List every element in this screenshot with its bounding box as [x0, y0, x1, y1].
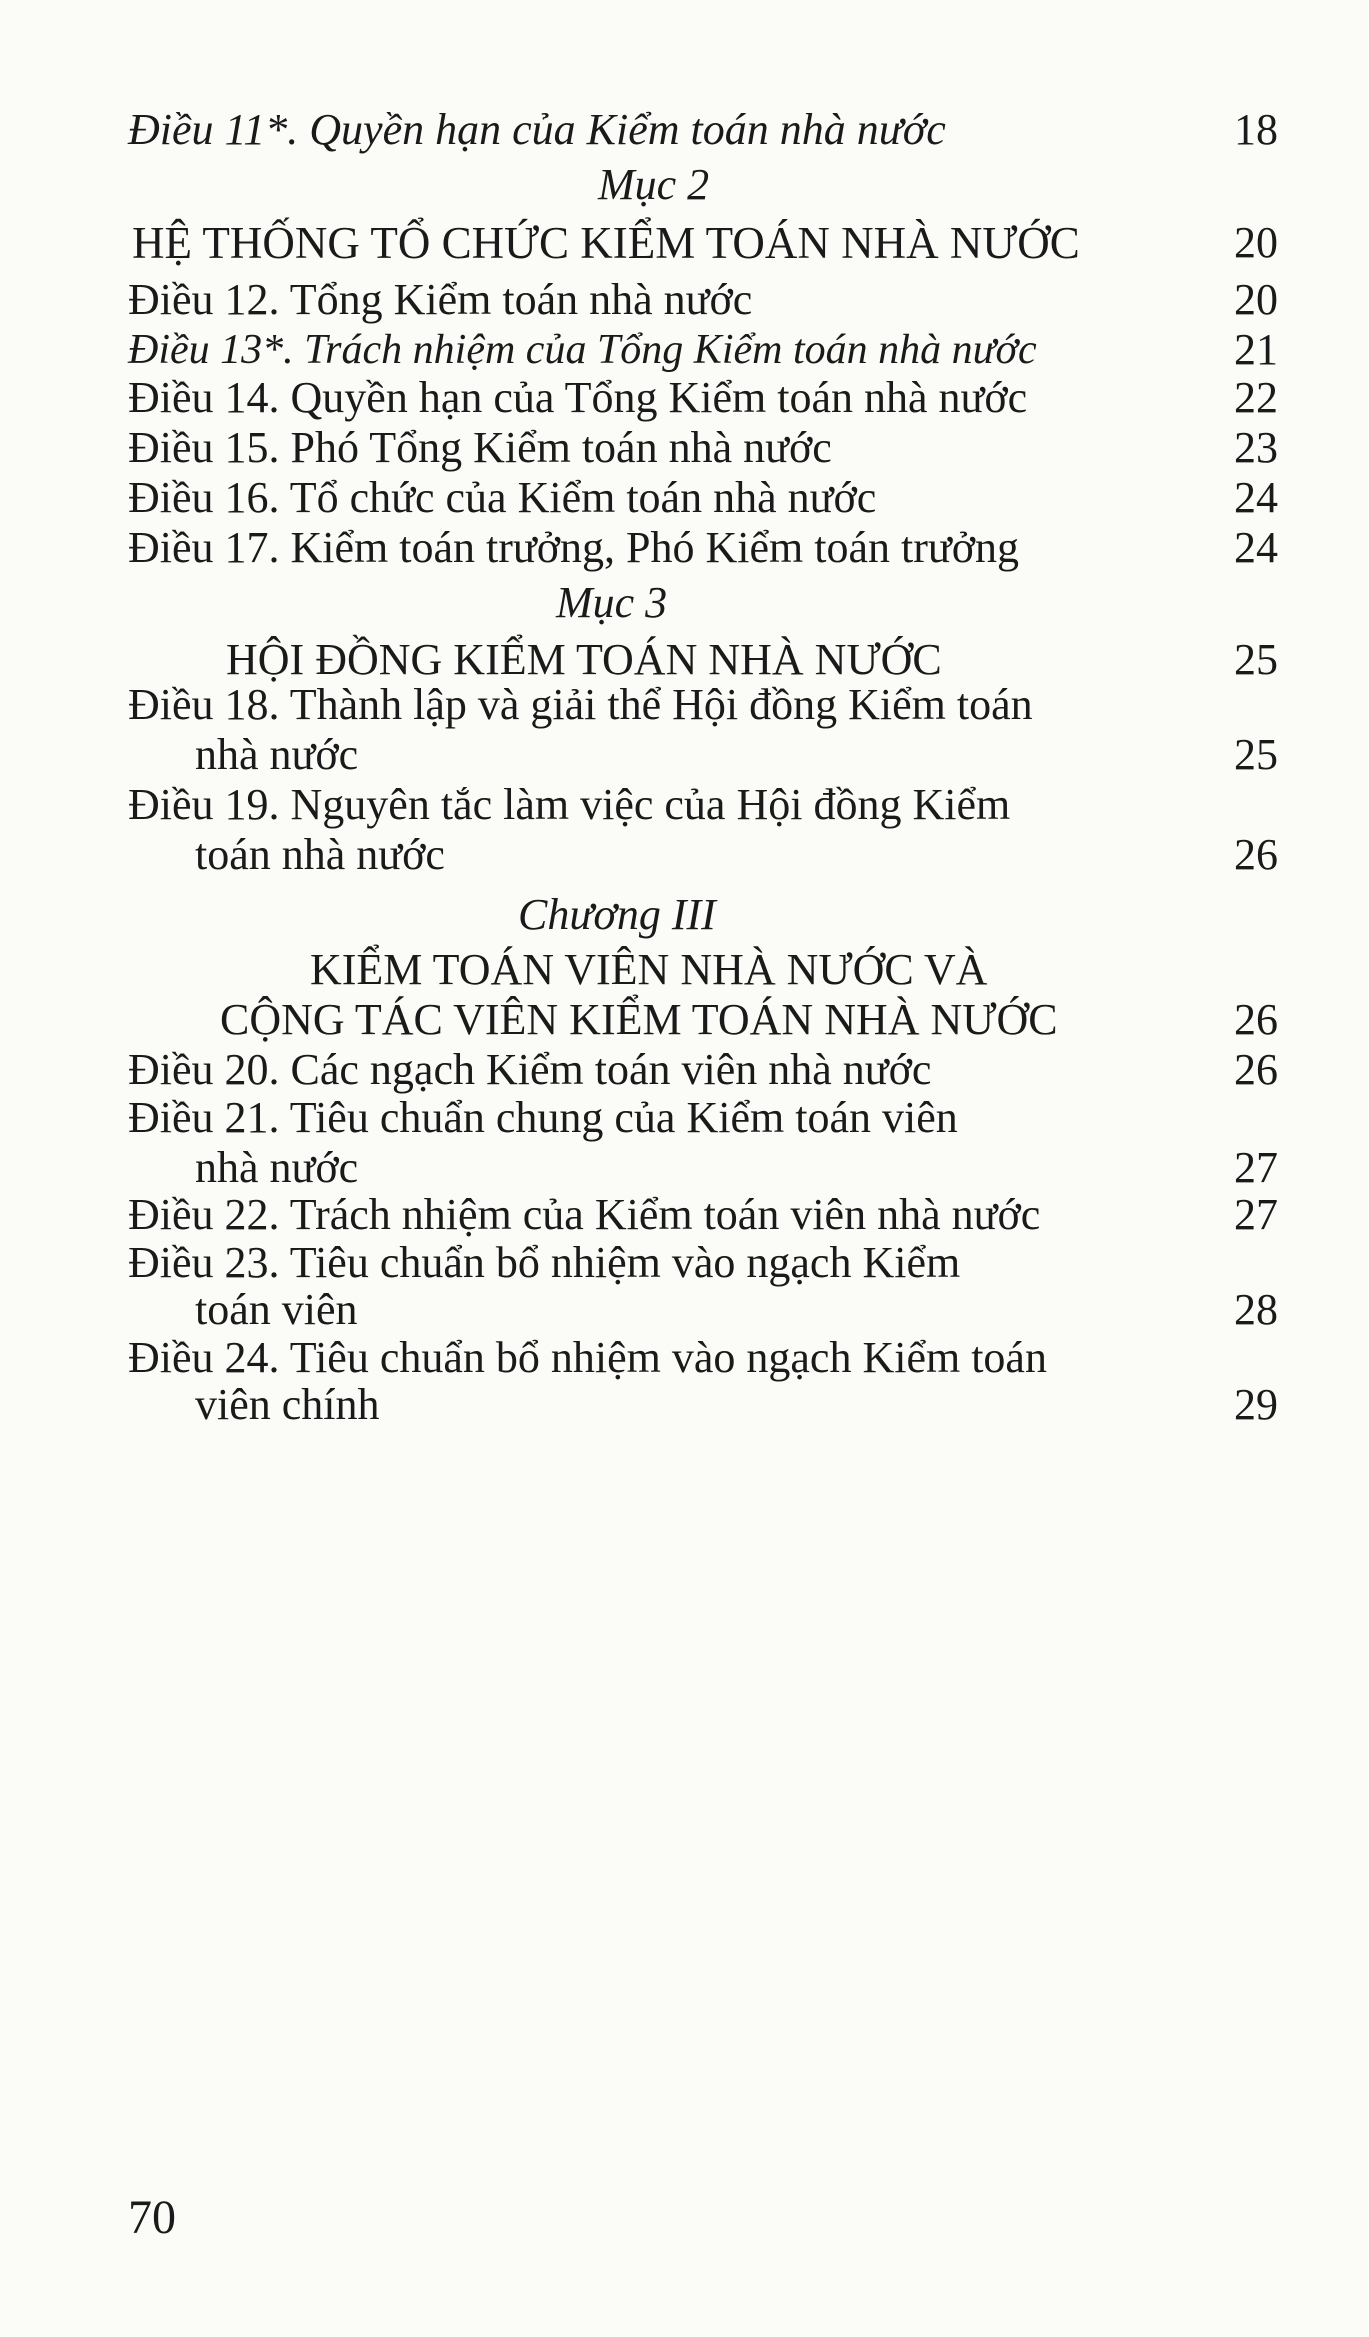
entry-title: Điều 20. Các ngạch Kiểm toán viên nhà nước: [128, 1045, 932, 1094]
entry-title: Điều 17. Kiểm toán trưởng, Phó Kiểm toán trưởng: [128, 523, 1019, 572]
entry-title-cont: nhà nước: [195, 1143, 359, 1192]
entry-page: 23: [1234, 423, 1278, 472]
chapter-title: CỘNG TÁC VIÊN KIỂM TOÁN NHÀ NƯỚC: [220, 995, 1058, 1044]
section-page: 25: [1234, 635, 1278, 684]
entry-page: 24: [1234, 523, 1278, 572]
entry-page: 26: [1234, 1045, 1278, 1094]
section-title: HỆ THỐNG TỔ CHỨC KIỂM TOÁN NHÀ NƯỚC: [132, 218, 1080, 268]
entry-page: 18: [1234, 105, 1278, 154]
entry-title: Điều 24. Tiêu chuẩn bổ nhiệm vào ngạch Kiểm toán: [128, 1333, 1047, 1382]
entry-title-cont: viên chính: [195, 1380, 380, 1429]
page-number: 70: [128, 2191, 176, 2244]
chapter-label-text: Chương III: [518, 890, 716, 939]
entry-title: Điều 11*. Quyền hạn của Kiểm toán nhà nước: [128, 105, 946, 154]
entry-page: 26: [1234, 830, 1278, 879]
entry-title: Điều 15. Phó Tổng Kiểm toán nhà nước: [128, 423, 832, 472]
toc-entry-dieu-24-cont: [195, 1370, 1278, 1440]
entry-page: 29: [1234, 1380, 1278, 1429]
entry-title: Điều 12. Tổng Kiểm toán nhà nước: [128, 275, 753, 324]
entry-title: Điều 21. Tiêu chuẩn chung của Kiểm toán viên: [128, 1093, 958, 1142]
section-label: Mục 2: [598, 160, 710, 209]
entry-title: Điều 13*. Trách nhiệm của Tổng Kiểm toán nhà nước: [128, 327, 1037, 373]
section-page: 20: [1234, 218, 1278, 267]
entry-title-cont: nhà nước: [195, 730, 359, 779]
entry-title: Điều 19. Nguyên tắc làm việc của Hội đồng Kiểm: [128, 780, 1011, 829]
entry-page: 21: [1234, 325, 1278, 374]
chapter-page: 26: [1234, 995, 1278, 1044]
entry-title-cont: toán nhà nước: [195, 830, 445, 879]
entry-title: Điều 23. Tiêu chuẩn bổ nhiệm vào ngạch Kiểm: [128, 1238, 961, 1287]
entry-page: 28: [1234, 1285, 1278, 1334]
entry-title: Điều 14. Quyền hạn của Tổng Kiểm toán nhà nước: [128, 373, 1028, 422]
section-title: HỘI ĐỒNG KIỂM TOÁN NHÀ NƯỚC: [226, 635, 942, 684]
entry-title: Điều 16. Tổ chức của Kiểm toán nhà nước: [128, 473, 877, 522]
chapter-title: KIỂM TOÁN VIÊN NHÀ NƯỚC VÀ: [310, 945, 988, 994]
entry-page: 22: [1234, 373, 1278, 422]
entry-title: Điều 22. Trách nhiệm của Kiểm toán viên nhà nước: [128, 1190, 1041, 1239]
section-label: Mục 3: [556, 578, 668, 627]
entry-page: 27: [1234, 1143, 1278, 1192]
entry-page: 24: [1234, 473, 1278, 522]
entry-page: 27: [1234, 1190, 1278, 1239]
entry-title-cont: toán viên: [195, 1285, 358, 1334]
entry-title: Điều 18. Thành lập và giải thể Hội đồng Kiểm toán: [128, 680, 1033, 729]
entry-page: 25: [1234, 730, 1278, 779]
entry-page: 20: [1234, 275, 1278, 324]
